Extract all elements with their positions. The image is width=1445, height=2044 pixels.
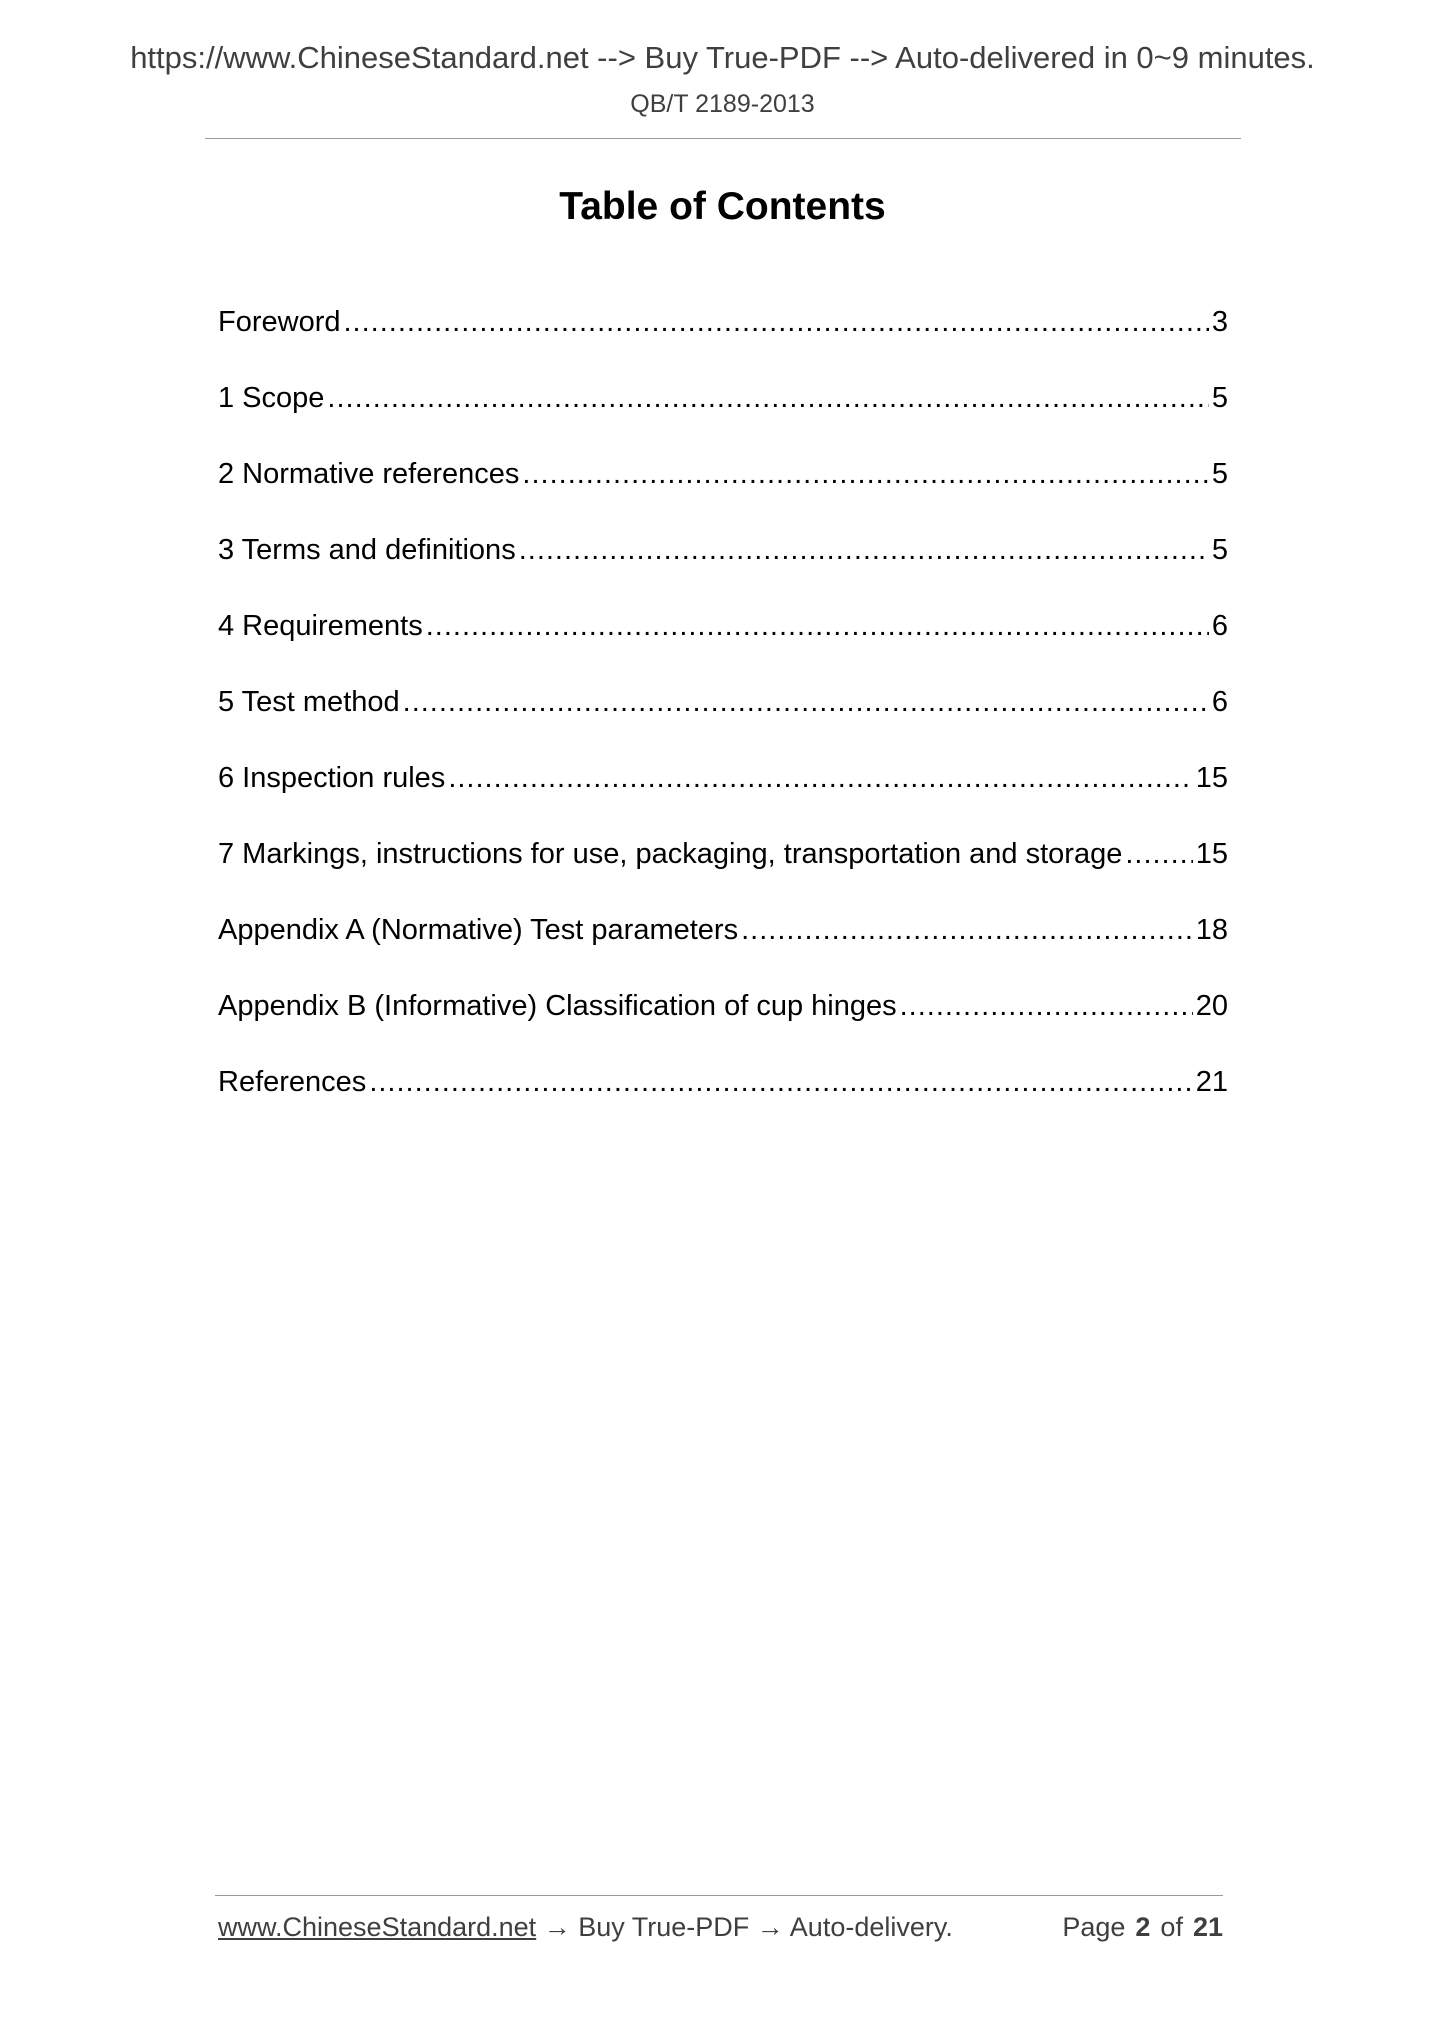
dot-leader xyxy=(1125,832,1192,876)
buy-true-pdf-text: Buy True-PDF xyxy=(578,1912,750,1942)
header-banner: https://www.ChineseStandard.net --> Buy True-PDF --> Auto-delivered in 0~9 minutes. xyxy=(130,40,1315,75)
current-page: 2 xyxy=(1135,1912,1151,1942)
toc-entry-page: 5 xyxy=(1211,382,1228,414)
page-title: Table of Contents xyxy=(559,185,886,228)
dot-leader xyxy=(403,680,1209,724)
dot-leader xyxy=(426,604,1209,648)
of-word: of xyxy=(1160,1912,1183,1942)
toc-entry-page: 18 xyxy=(1195,914,1228,946)
dot-leader xyxy=(448,756,1192,800)
toc-entry-page: 3 xyxy=(1211,306,1228,338)
toc-entry-label: 7 Markings, instructions for use, packaging, transportation and storage xyxy=(218,838,1123,870)
toc-entry-references[interactable] xyxy=(218,1060,1228,1136)
toc-entry-page: 20 xyxy=(1195,990,1228,1022)
page-word: Page xyxy=(1062,1912,1126,1942)
dot-leader xyxy=(327,376,1208,420)
dot-leader xyxy=(344,300,1209,344)
dot-leader xyxy=(741,908,1193,952)
toc-list xyxy=(218,300,1228,1136)
footer-promo xyxy=(218,1912,953,1943)
toc-entry-label: 4 Requirements xyxy=(218,610,423,642)
toc-entry-page: 15 xyxy=(1195,838,1228,870)
toc-entry-label: 5 Test method xyxy=(218,686,400,718)
toc-entry-requirements[interactable] xyxy=(218,604,1228,680)
page-number xyxy=(1062,1912,1223,1943)
toc-entry-label: Foreword xyxy=(218,306,341,338)
total-pages: 21 xyxy=(1192,1912,1223,1942)
toc-entry-page: 6 xyxy=(1211,686,1228,718)
standard-code: QB/T 2189-2013 xyxy=(630,90,815,118)
header-divider xyxy=(205,138,1241,139)
toc-entry-label: 1 Scope xyxy=(218,382,325,414)
toc-entry-markings[interactable] xyxy=(218,832,1228,908)
toc-entry-label: 3 Terms and definitions xyxy=(218,534,516,566)
toc-entry-scope[interactable] xyxy=(218,376,1228,452)
toc-entry-page: 5 xyxy=(1211,458,1228,490)
arrow-right-icon: → xyxy=(543,1912,571,1942)
arrow-right-icon: → xyxy=(756,1912,784,1942)
toc-entry-label: Appendix A (Normative) Test parameters xyxy=(218,914,739,946)
toc-entry-page: 15 xyxy=(1195,762,1228,794)
footer-divider xyxy=(215,1895,1223,1896)
toc-entry-label: Appendix B (Informative) Classification of cup hinges xyxy=(218,990,897,1022)
toc-entry-label: References xyxy=(218,1066,367,1098)
site-link[interactable]: www.ChineseStandard.net xyxy=(218,1912,537,1942)
auto-delivery-text: Auto-delivery. xyxy=(789,1912,953,1942)
toc-entry-label: 6 Inspection rules xyxy=(218,762,446,794)
toc-entry-appendix-b[interactable] xyxy=(218,984,1228,1060)
toc-entry-page: 21 xyxy=(1195,1066,1228,1098)
dot-leader xyxy=(522,452,1208,496)
toc-entry-inspection-rules[interactable] xyxy=(218,756,1228,832)
toc-entry-test-method[interactable] xyxy=(218,680,1228,756)
toc-entry-terms-and-definitions[interactable] xyxy=(218,528,1228,604)
toc-entry-label: 2 Normative references xyxy=(218,458,520,490)
toc-entry-normative-references[interactable] xyxy=(218,452,1228,528)
toc-entry-page: 6 xyxy=(1211,610,1228,642)
dot-leader xyxy=(369,1060,1192,1104)
dot-leader xyxy=(900,984,1193,1028)
dot-leader xyxy=(519,528,1209,572)
toc-entry-foreword[interactable] xyxy=(218,300,1228,376)
toc-entry-page: 5 xyxy=(1211,534,1228,566)
toc-entry-appendix-a[interactable] xyxy=(218,908,1228,984)
